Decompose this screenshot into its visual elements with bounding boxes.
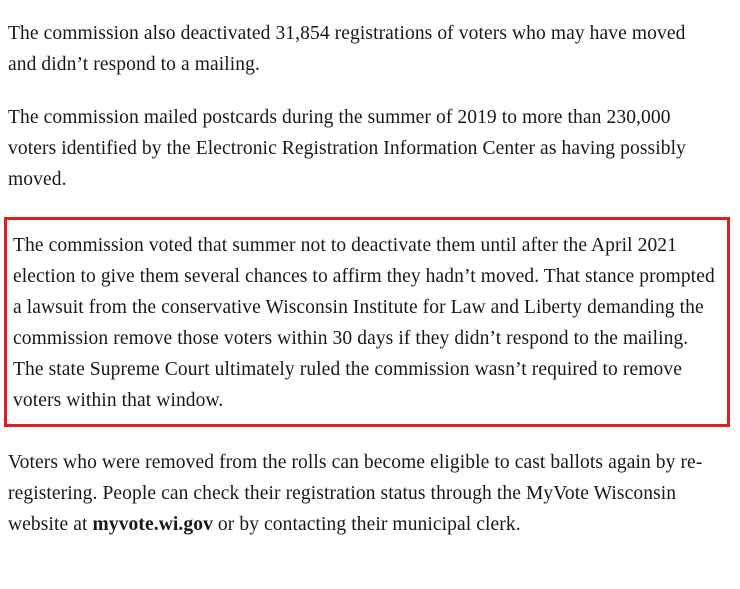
highlighted-passage-box [4,217,730,427]
highlighted-paragraph: The commission voted that summer not to deactivate them until after the April 2021 election to give them several chances to affirm they hadn’t moved. That stance prompted a lawsuit from the conservative Wisconsin Institute for Law and Liberty demanding the commission remove those voters within 30 days if they didn’t respond to the mailing. The state Supreme Court ultimately ruled the commission wasn’t required to remove voters within that window. [13,235,715,411]
closing-text-before-link: Voters who were removed from the rolls can become eligible to cast ballots again by re-registering. People can check their registration status through the MyVote Wisconsin website at [8,452,703,535]
myvote-wisconsin-link[interactable]: myvote.wi.gov [92,514,213,535]
closing-paragraph [8,447,718,540]
paragraph-1: The commission also deactivated 31,854 registrations of voters who may have moved and didn’t respond to a mailing. [8,23,686,75]
paragraph-2: The commission mailed postcards during the summer of 2019 to more than 230,000 voters identified by the Electronic Registration Information Center as having possibly moved. [8,107,686,190]
closing-text-after-link: or by contacting their municipal clerk. [212,514,521,535]
